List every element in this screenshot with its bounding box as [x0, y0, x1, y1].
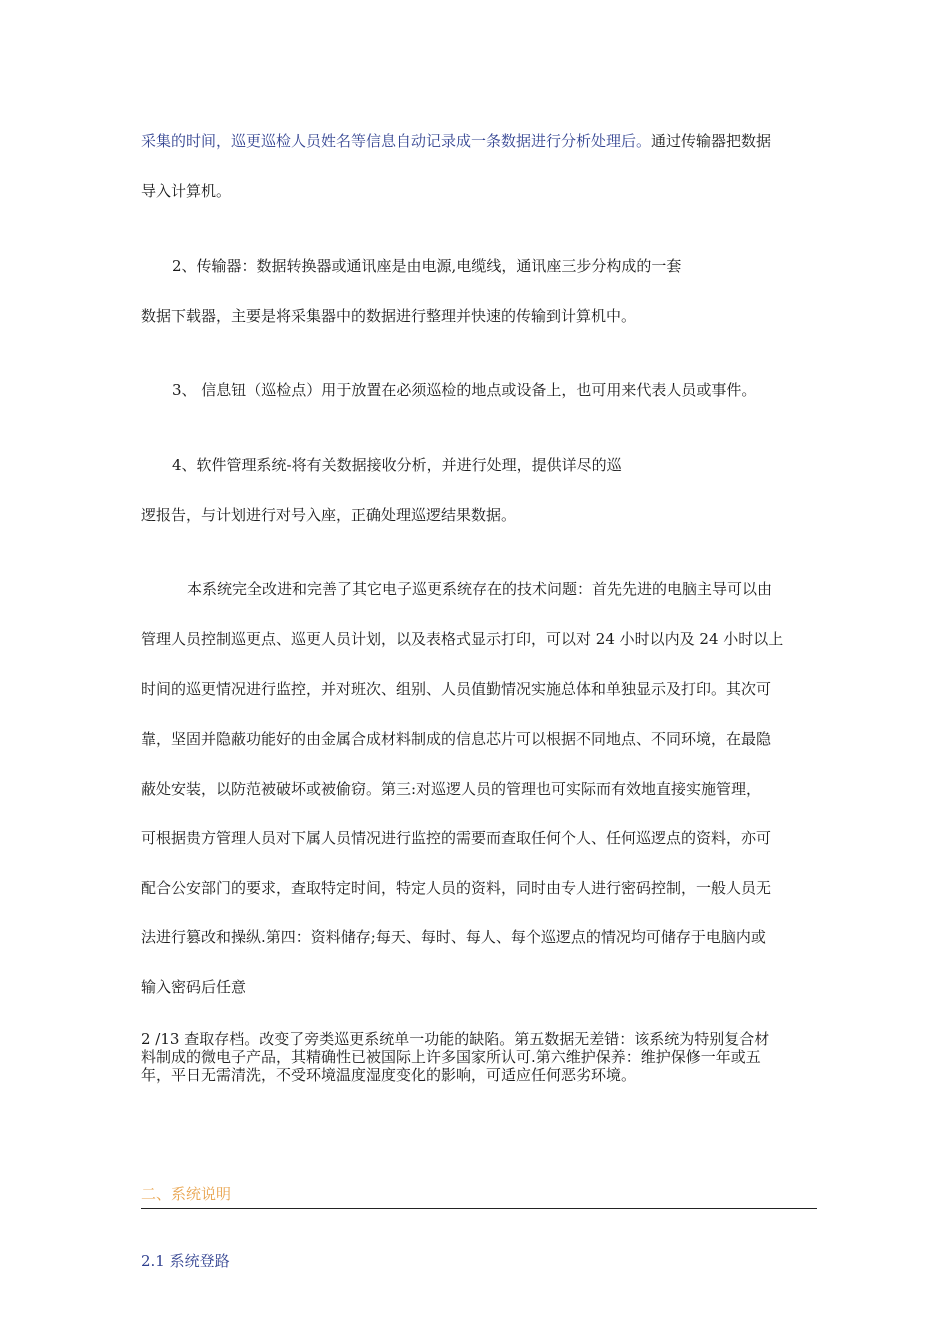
main-paragraph-line: 配合公安部门的要求，查取特定时间，特定人员的资料，同时由专人进行密码控制，一般人员无	[141, 879, 772, 897]
list-item-4-line: 逻报告，与计划进行对号入座，正确处理巡逻结果数据。	[141, 506, 517, 524]
list-item-2-line: 数据下载器，主要是将采集器中的数据进行整理并快速的传输到计算机中。	[141, 307, 637, 325]
list-item-2-line: 2、传输器：数据转换器或通讯座是由电源,电缆线，通讯座三步分构成的一套	[172, 257, 682, 275]
footer-line: 年，平日无需清洗，不受环境温度湿度变化的影响，可适应任何恶劣环境。	[141, 1066, 637, 1084]
main-paragraph-line: 管理人员控制巡更点、巡更人员计划，以及表格式显示打印，可以对 24 小时以内及 24 小时以上	[141, 630, 784, 648]
main-paragraph-line: 蔽处安装，以防范被破坏或被偷窃。第三:对巡逻人员的管理也可实际而有效地直接实施管理，	[141, 780, 762, 798]
paragraph-text: 通过传输器把数据	[651, 132, 772, 150]
main-paragraph-line: 输入密码后任意	[141, 978, 247, 996]
main-paragraph-line: 法进行篡改和操纵.第四：资料储存;每天、每时、每人、每个巡逻点的情况均可储存于电脑内或	[141, 928, 766, 946]
main-paragraph-line: 靠，坚固并隐蔽功能好的由金属合成材料制成的信息芯片可以根据不同地点、不同环境，在最隐	[141, 730, 772, 748]
section-divider	[141, 1208, 817, 1209]
subsection-heading: 2.1 系统登路	[141, 1252, 230, 1270]
main-paragraph-line: 时间的巡更情况进行监控，并对班次、组别、人员值勤情况实施总体和单独显示及打印。其次可	[141, 680, 772, 698]
list-item-4-line: 4、软件管理系统-将有关数据接收分析，并进行处理，提供详尽的巡	[172, 456, 622, 474]
section-heading: 二、系统说明	[141, 1185, 232, 1203]
page-footer-paragraph	[141, 1030, 817, 1084]
paragraph-line	[141, 131, 771, 151]
list-item-3: 3、 信息钮（巡检点）用于放置在必须巡检的地点或设备上，也可用来代表人员或事件。	[172, 381, 757, 399]
main-paragraph-line: 可根据贵方管理人员对下属人员情况进行监控的需要而查取任何个人、任何巡逻点的资料，亦可	[141, 829, 772, 847]
main-paragraph-line: 本系统完全改进和完善了其它电子巡更系统存在的技术问题：首先先进的电脑主导可以由	[187, 580, 773, 598]
paragraph-line: 导入计算机。	[141, 182, 232, 200]
footer-line: 2 /13 查取存档。改变了旁类巡更系统单一功能的缺陷。第五数据无差错：该系统为特别复合材	[141, 1030, 770, 1048]
highlighted-text: 采集的时间，巡更巡检人员姓名等信息自动记录成一条数据进行分析处理后。	[141, 132, 652, 150]
footer-line: 料制成的微电子产品，其精确性已被国际上许多国家所认可.第六维护保养：维护保修一年或五	[141, 1048, 761, 1066]
